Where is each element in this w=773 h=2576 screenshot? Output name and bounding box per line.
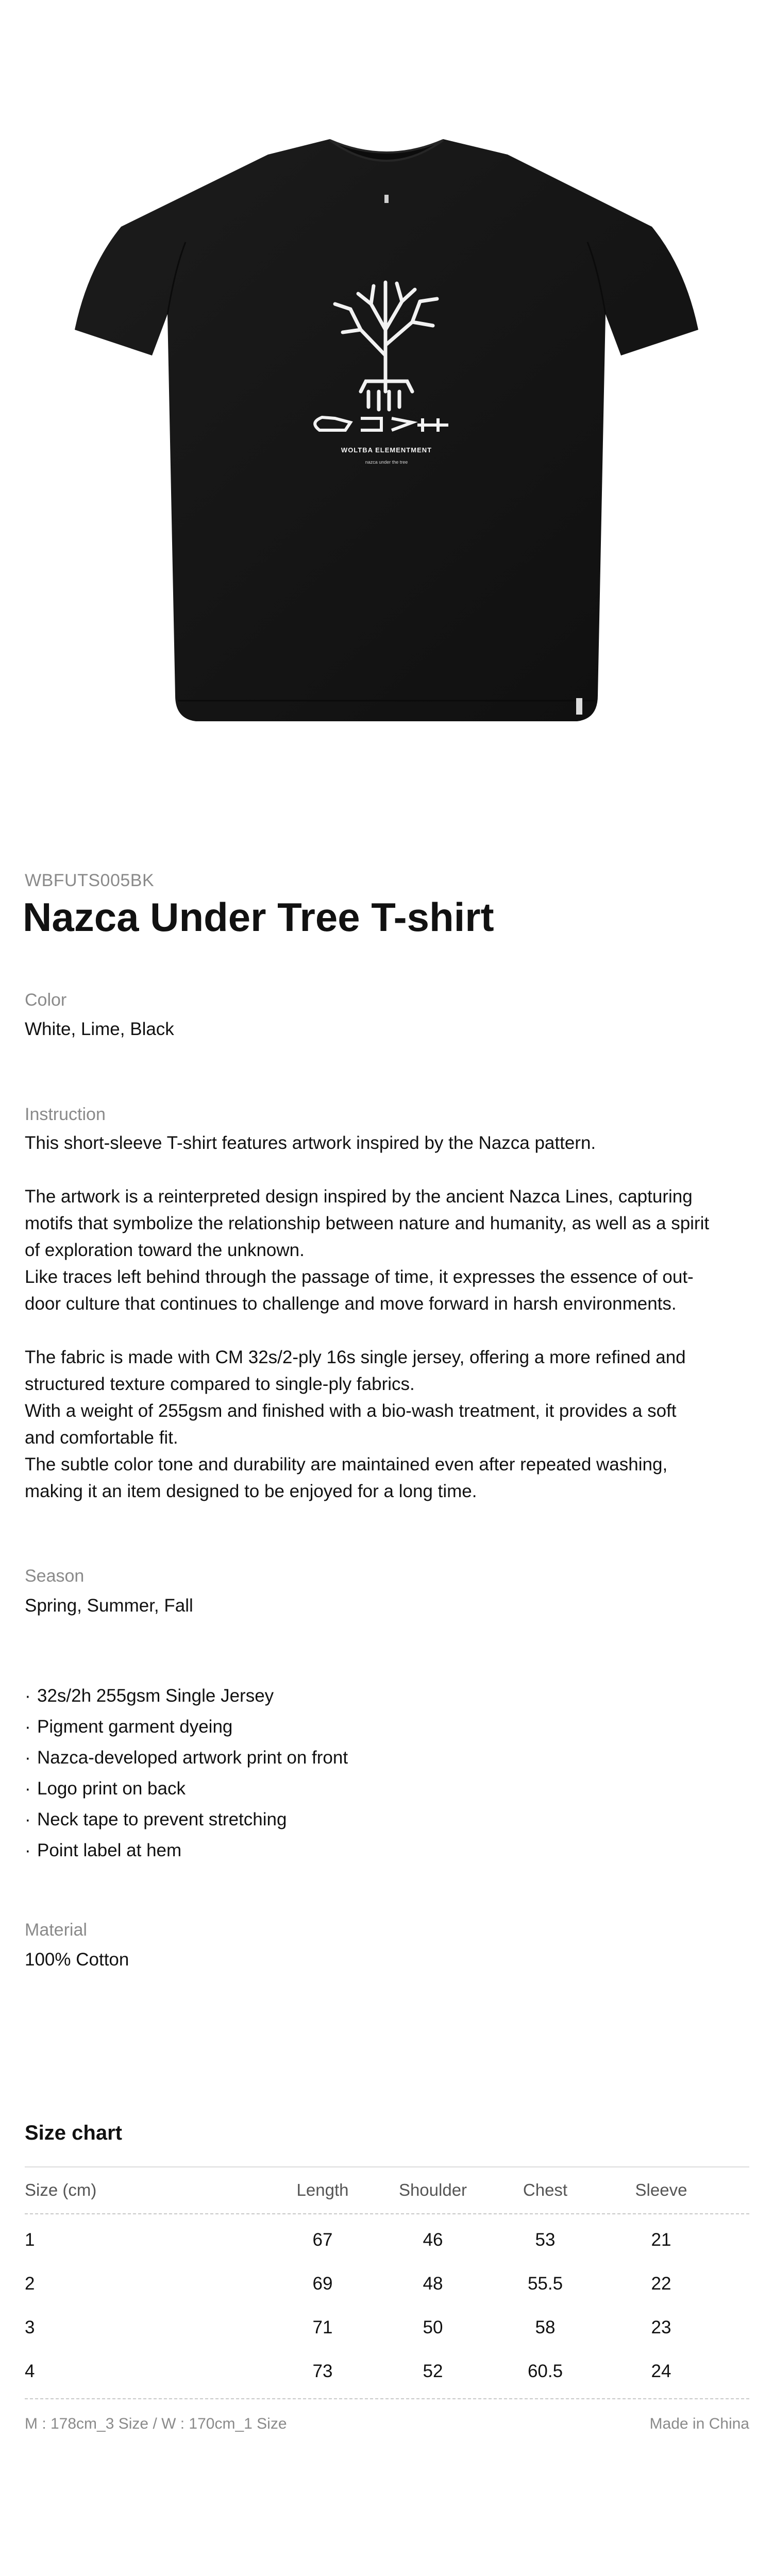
header-chest: Chest: [523, 2180, 568, 2199]
table-row: 1 67 46 53 21: [25, 2230, 671, 2250]
instruction-text: [25, 1130, 757, 1505]
table-divider: [25, 2166, 749, 2167]
instruction-line: Like traces left behind through the passage of time, it expresses the essence of out-: [25, 1267, 694, 1287]
table-row: 2 69 48 55.5 22: [25, 2274, 671, 2294]
header-shoulder: Shoulder: [398, 2180, 467, 2199]
instruction-line: motifs that symbolize the relationship between nature and humanity, as well as a spirit: [25, 1213, 710, 1233]
feature-item: · Nazca-developed artwork print on front: [25, 1748, 348, 1768]
header-sleeve: Sleeve: [635, 2180, 687, 2199]
season-label: Season: [25, 1566, 85, 1586]
material-label: Material: [25, 1920, 87, 1940]
table-divider: [25, 2213, 749, 2214]
feature-item: · 32s/2h 255gsm Single Jersey: [25, 1686, 274, 1706]
hem-label: [576, 698, 582, 715]
instruction-line: structured texture compared to single-ply fabrics.: [25, 1374, 415, 1394]
neck-label: [384, 195, 389, 203]
feature-item: · Logo print on back: [25, 1778, 186, 1799]
product-image: [0, 0, 773, 824]
instruction-line: The fabric is made with CM 32s/2-ply 16s single jersey, offering a more refined and: [25, 1347, 686, 1367]
material-value: 100% Cotton: [25, 1950, 129, 1970]
instruction-line: making it an item designed to be enjoyed for a long time.: [25, 1481, 477, 1501]
feature-item: · Point label at hem: [25, 1840, 182, 1860]
instruction-line: With a weight of 255gsm and finished with a bio-wash treatment, it provides a soft: [25, 1401, 677, 1421]
size-chart-title: Size chart: [25, 2122, 122, 2144]
size-table-header: [25, 2180, 749, 2207]
instruction-line: and comfortable fit.: [25, 1428, 178, 1448]
season-value: Spring, Summer, Fall: [25, 1596, 193, 1616]
tshirt-body: [75, 139, 698, 721]
feature-item: · Pigment garment dyeing: [25, 1717, 233, 1737]
table-row: 4 73 52 60.5 24: [25, 2361, 671, 2381]
color-label: Color: [25, 990, 67, 1010]
feature-item: · Neck tape to prevent stretching: [25, 1809, 287, 1829]
tshirt-illustration: [0, 0, 773, 824]
instruction-line: of exploration toward the unknown.: [25, 1240, 305, 1260]
header-length: Length: [296, 2180, 349, 2199]
header-size: Size (cm): [25, 2180, 97, 2199]
brand-subprint: nazca under the tree: [365, 460, 408, 465]
table-divider: [25, 2398, 749, 2399]
instruction-line: The artwork is a reinterpreted design inspired by the ancient Nazca Lines, capturing: [25, 1187, 693, 1207]
color-value: White, Lime, Black: [25, 1019, 174, 1039]
model-size-note: M : 178cm_3 Size / W : 170cm_1 Size: [25, 2415, 287, 2432]
instruction-intro: This short-sleeve T-shirt features artwork inspired by the Nazca pattern.: [25, 1133, 596, 1153]
feature-list: [25, 1681, 348, 1866]
brand-print: WOLTBA ELEMENTMENT: [341, 446, 432, 454]
instruction-line: door culture that continues to challenge and move forward in harsh environments.: [25, 1294, 677, 1314]
product-sku: WBFUTS005BK: [25, 871, 155, 890]
table-row: 3 71 50 58 23: [25, 2317, 671, 2337]
product-title: Nazca Under Tree T-shirt: [23, 894, 494, 940]
origin-note: Made in China: [649, 2415, 749, 2432]
instruction-label: Instruction: [25, 1105, 106, 1124]
instruction-line: The subtle color tone and durability are maintained even after repeated washing,: [25, 1454, 668, 1475]
